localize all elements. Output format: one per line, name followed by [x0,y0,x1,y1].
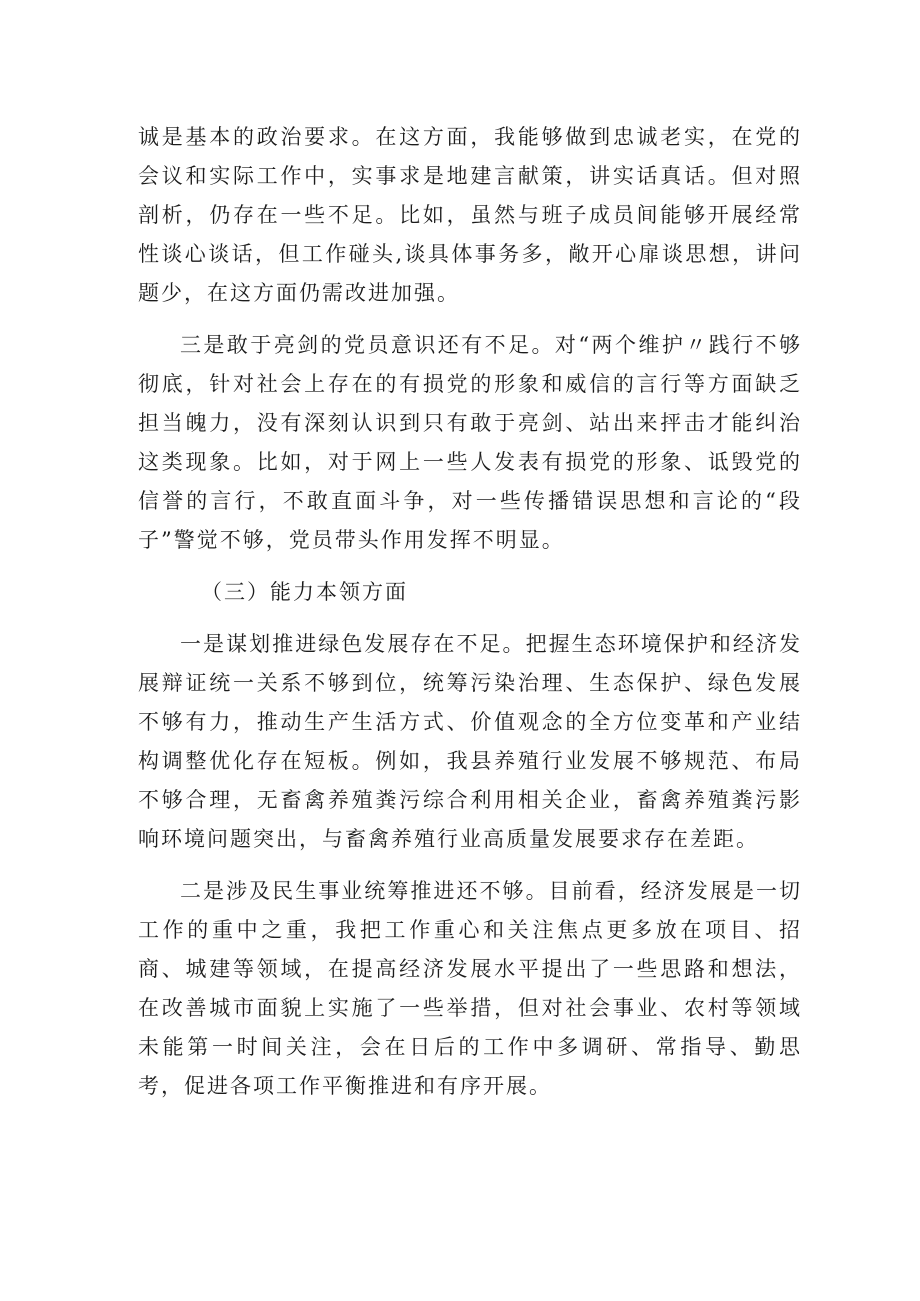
section-heading-ability: （三）能力本领方面 [201,580,408,604]
paragraph-green-development: 一是谋划推进绿色发展存在不足。把握生态环境保护和经济发展辩证统一关系不够到位，统筹污染治理、生态保护、绿色发展不够有力，推动生产生活方式、价值观念的全方位变革和产业结构调整优化存在短板。例如，我县养殖行业发展不够规范、布局不够合理，无畜禽养殖粪污综合利用相关企业，畜禽养殖粪污影响环境问题突出，与畜禽养殖行业高质量发展要求存在差距。 [138,632,802,851]
paragraph-continuation: 诚是基本的政治要求。在这方面，我能够做到忠诚老实，在党的会议和实际工作中，实事求是地建言献策，讲实话真话。但对照剖析，仍存在一些不足。比如，虽然与班子成员间能够开展经常性谈心谈话，但工作碰头,谈具体事务多，敞开心扉谈思想，讲问题少，在这方面仍需改进加强。 [138,125,802,305]
paragraph-party-member-awareness: 三是敢于亮剑的党员意识还有不足。对“两个维护〃践行不够彻底，针对社会上存在的有损党的形象和威信的言行等方面缺乏担当魄力，没有深刻认识到只有敢于亮剑、站出来抨击才能纠治这类现象。比如，对于网上一些人发表有损党的形象、诋毁党的信誉的言行，不敢直面斗争，对一些传播错误思想和言论的“段子”警觉不够，党员带头作用发挥不明显。 [138,333,802,552]
paragraph-livelihood: 二是涉及民生事业统筹推进还不够。目前看，经济发展是一切工作的重中之重，我把工作重心和关注焦点更多放在项目、招商、城建等领域，在提高经济发展水平提出了一些思路和想法，在改善城市面貌上实施了一些举措，但对社会事业、农村等领域未能第一时间关注，会在日后的工作中多调研、常指导、勤思考，促进各项工作平衡推进和有序开展。 [138,879,802,1098]
document-body [138,118,802,1106]
